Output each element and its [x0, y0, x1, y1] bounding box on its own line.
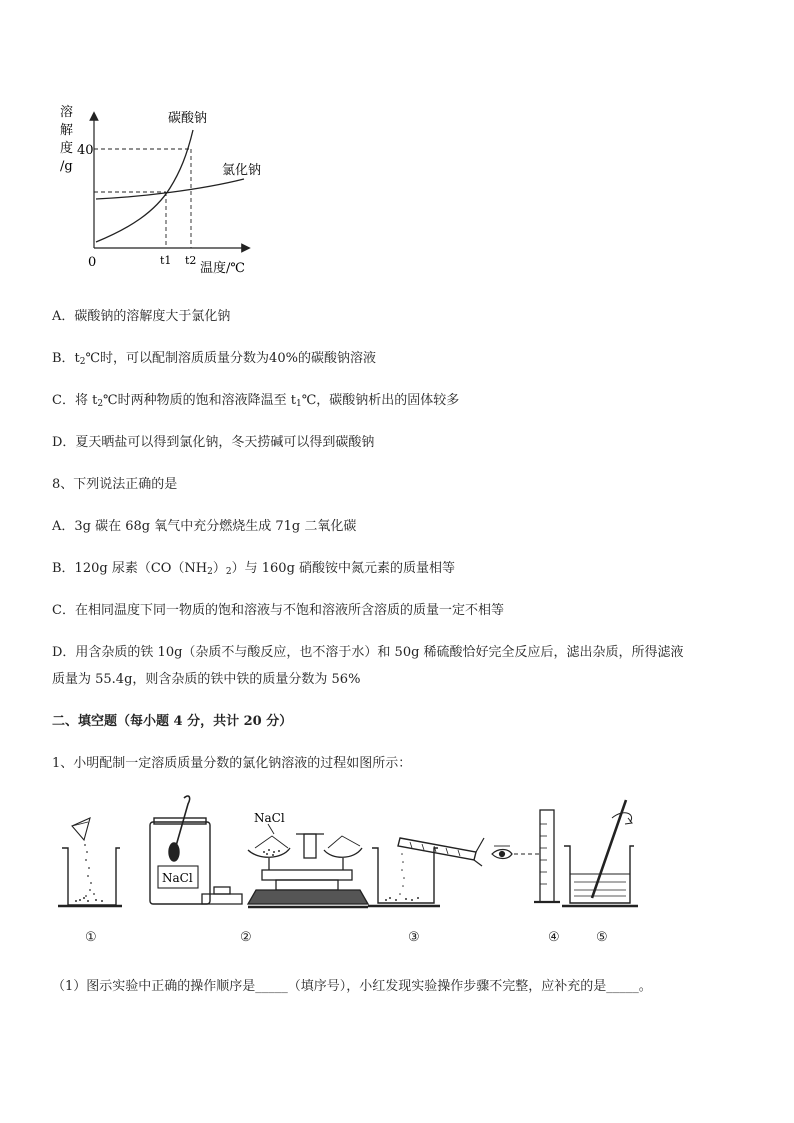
q1-part-1: （1）图示实验中正确的操作顺序是_____（填序号），小红发现实验操作步骤不完整，应补充的是_____。 — [52, 979, 652, 994]
x-tick-t2: t2 — [185, 254, 197, 267]
q8-option-d-line-2: 质量为 55.4g，则含杂质的铁中铁的质量分数为 56% — [52, 672, 361, 687]
series-nacl-label: 氯化钠 — [222, 163, 262, 178]
x-tick-t1: t1 — [160, 254, 172, 267]
step2-weight-box — [202, 887, 242, 904]
solubility-chart — [50, 100, 290, 280]
y-tick-40: 40 — [77, 143, 94, 158]
q7-option-b — [52, 347, 376, 367]
step5-measuring-cylinder — [534, 810, 560, 902]
q8-b-text-1: B．120g 尿素（CO（NH — [52, 561, 208, 576]
q7-option-c — [52, 389, 459, 409]
balance-pan-salt — [263, 849, 280, 856]
section-heading: 二、填空题（每小题 4 分，共计 20 分） — [52, 714, 293, 729]
q7-c-text-1: C．将 t — [52, 393, 98, 408]
q8-b-text-2: ） — [212, 561, 226, 576]
y-axis-label-2: 解 — [60, 123, 74, 138]
q7-option-d: D．夏天晒盐可以得到氯化钠，冬天捞碱可以得到碳酸钠 — [52, 435, 375, 450]
q8-b-text-3: ）与 160g 硝酸铵中氮元素的质量相等 — [231, 561, 456, 576]
q7-b-sub: 2 — [79, 357, 86, 367]
step4-liquid — [385, 853, 419, 901]
balance-nacl-label: NaCl — [254, 811, 285, 825]
y-axis-label-3: 度 — [60, 141, 74, 156]
q8-option-c: C．在相同温度下同一物质的饱和溶液与不饱和溶液所含溶质的质量一定不相等 — [52, 603, 504, 618]
y-axis-label-1: 溶 — [60, 105, 74, 120]
x-axis-label: 温度/℃ — [200, 261, 245, 276]
q8-option-a: A．3g 碳在 68g 氧气中充分燃烧生成 71g 二氧化碳 — [52, 519, 357, 534]
q8-option-d-line-1: D．用含杂质的铁 10g（杂质不与酸反应，也不溶于水）和 50g 稀硫酸恰好完全反应后，滤出杂质，所得滤液 — [52, 645, 684, 660]
label-step-1: ① — [85, 930, 97, 945]
q7-option-a: A．碳酸钠的溶解度大于氯化钠 — [52, 309, 231, 324]
q1-stem: 1、小明配制一定溶质质量分数的氯化钠溶液的过程如图所示： — [52, 756, 412, 771]
q7-b-text-1: B．t — [52, 351, 80, 366]
q8-option-b — [52, 557, 455, 577]
step4-beaker-pour — [368, 838, 484, 906]
label-step-3: ③ — [408, 930, 420, 945]
bottle-label: NaCl — [162, 871, 193, 885]
step1-salt-stream — [75, 844, 103, 902]
q7-c-text-3: ℃，碳酸钠析出的固体较多 — [301, 393, 460, 408]
label-step-4: ④ — [548, 930, 560, 945]
q8-b-sub-1: 2 — [207, 567, 213, 577]
label-step-5: ⑤ — [596, 930, 608, 945]
q8-stem: 8、下列说法正确的是 — [52, 477, 178, 492]
step1-beaker-pour — [58, 818, 122, 906]
q7-c-text-2: ℃时两种物质的饱和溶液降温至 t — [103, 393, 296, 408]
q7-c-sub-2: 1 — [295, 399, 302, 409]
series-na2co3-label: 碳酸钠 — [168, 111, 208, 126]
dissolve-liquid-lines — [574, 882, 626, 896]
step3-balance — [248, 824, 368, 907]
experiment-figure — [50, 790, 750, 920]
step2-reagent-bottle — [150, 796, 210, 904]
step5-eye — [492, 846, 512, 859]
series-na2co3-curve — [96, 130, 193, 242]
label-step-2: ② — [240, 930, 252, 945]
q7-c-sub-1: 2 — [97, 399, 104, 409]
x-tick-0: 0 — [88, 255, 97, 270]
y-axis-label-4: /g — [60, 159, 73, 174]
q8-b-sub-2: 2 — [225, 567, 232, 577]
q7-b-text-2: ℃时，可以配制溶质质量分数为40%的碳酸钠溶液 — [85, 351, 376, 366]
